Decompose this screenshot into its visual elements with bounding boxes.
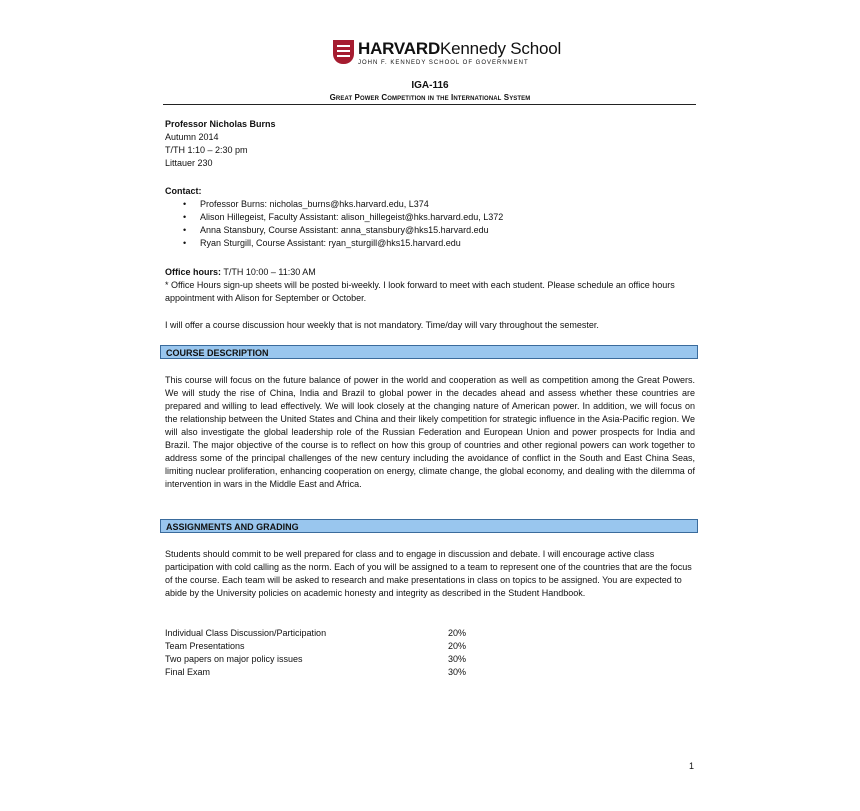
contact-heading: Contact: — [165, 186, 202, 196]
office-hours — [165, 266, 705, 305]
assignments-body: Students should commit to be well prepared for class and to engage in discussion and debate. I will encourage active class participation with cold calling as the norm. Each of you will be assigned to a team to represent one of the countries that are the focus of the course. Each team will be asked to research and make presentations in class on topics to be assigned. You are expected to abide by the University policies on academic honesty and integrity as described in the Student Handbook. — [165, 549, 692, 598]
logo-subtitle: JOHN F. KENNEDY SCHOOL OF GOVERNMENT — [358, 60, 529, 66]
table-row: Two papers on major policy issues 30% — [165, 654, 467, 664]
list-item: • Professor Burns: nicholas_burns@hks.harvard.edu, L374 — [165, 198, 503, 211]
logo-wordmark: HARVARDKennedy School — [358, 39, 562, 58]
course-title: Great Power Competition in the International System — [329, 93, 531, 102]
discussion-hour: I will offer a course discussion hour weekly that is not mandatory. Time/day will vary throughout the semester. — [165, 320, 599, 330]
office-hours-time: T/TH 10:00 – 11:30 AM — [221, 267, 316, 277]
title-divider — [163, 104, 696, 105]
table-row: Final Exam 30% — [165, 667, 467, 677]
page-number: 1 — [689, 761, 695, 771]
list-item: • Anna Stansbury, Course Assistant: anna_stansbury@hks15.harvard.edu — [165, 224, 503, 237]
office-hours-note: * Office Hours sign-up sheets will be posted bi-weekly. I look forward to meet with each student. Please schedule an office hours appointment with Alison for September or October. — [165, 280, 675, 303]
course-info — [165, 118, 705, 170]
list-item: • Ryan Sturgill, Course Assistant: ryan_sturgill@hks15.harvard.edu — [165, 237, 503, 250]
office-hours-label: Office hours: — [165, 267, 222, 277]
hks-logo — [333, 40, 561, 66]
table-row: Team Presentations 20% — [165, 641, 467, 651]
professor-name: Professor Nicholas Burns — [165, 119, 276, 129]
room: Littauer 230 — [165, 158, 213, 168]
class-time: T/TH 1:10 – 2:30 pm — [165, 145, 248, 155]
course-code: IGA-116 — [411, 80, 449, 91]
section-header-course-description: COURSE DESCRIPTION — [160, 345, 698, 359]
term: Autumn 2014 — [165, 132, 219, 142]
list-item: • Alison Hillegeist, Faculty Assistant: alison_hillegeist@hks.harvard.edu, L372 — [165, 211, 503, 224]
contact-list — [165, 198, 503, 250]
course-description-body: This course will focus on the future balance of power in the world and cooperation as well as competition among the Great Powers. We will study the rise of China, India and Brazil to global power in the decades ahead and assess whether these countries are prepared and willing to lead effectively. We will look closely at the changing nature of American power. In addition, we will focus on the relationship between the United States and China and their likely competition for strategic influence in the Asia-Pacific region. We will also investigate the global leadership role of the Russian Federation and European Union and power prospects for India and Brazil. The major objective of the course is to reflect on how this group of countries and other regional powers can work together to address some of the principal challenges of the new century including the avoidance of conflict in the South and East China Seas, limiting nuclear proliferation, enhancing cooperation on energy, climate change, the global economy, and dealing with the dilemma of intervention in wars in the Middle East and Africa. — [165, 375, 695, 489]
section-header-assignments: ASSIGNMENTS AND GRADING — [160, 519, 698, 533]
grading-table — [165, 627, 488, 679]
harvard-shield-icon — [333, 40, 354, 64]
table-row: Individual Class Discussion/Participation 20% — [165, 628, 467, 638]
